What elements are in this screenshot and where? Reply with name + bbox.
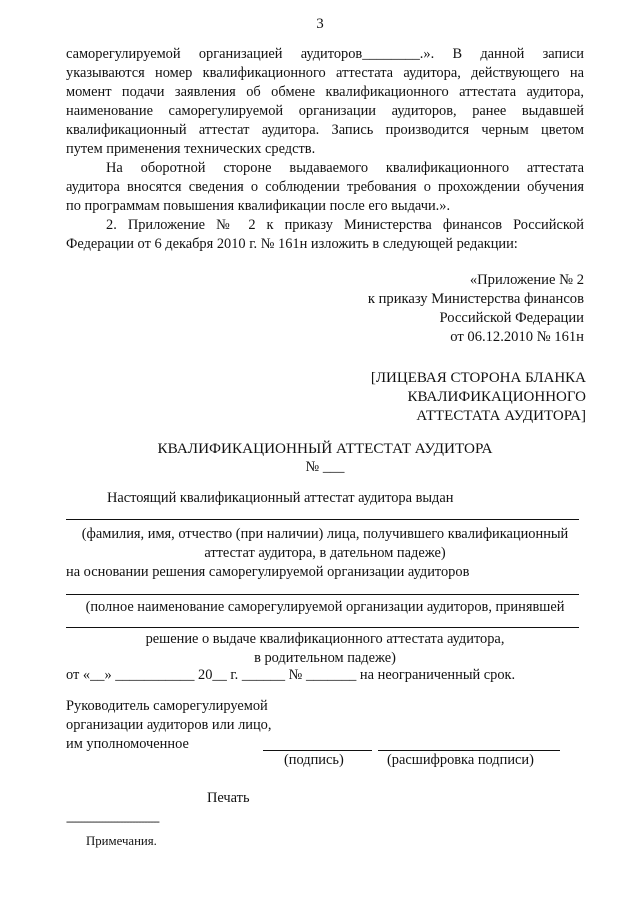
org-fill-line [66,594,579,595]
org-hint: в родительном падеже) [254,650,396,666]
page-number: 3 [316,16,324,32]
appendix-line: к приказу Министерства финансов [367,291,584,307]
form-side-label [371,369,586,426]
name-hint: (фамилия, имя, отчество (при наличии) лица, получившего квалификационный [81,526,569,542]
text-line: путем применения технических средств. [66,141,316,157]
appendix-line: от 06.12.2010 № 161н [450,329,584,345]
text-line: саморегулируемой организацией аудиторов________.». В данной записи [66,46,584,62]
head-signature-block [66,697,271,754]
basis-label: на основании решения саморегулируемой организации аудиторов [66,564,470,580]
form-side-line: КВАЛИФИКАЦИОННОГО [407,389,586,405]
text-line: по программам повышения квалификации после его выдачи.». [66,198,451,214]
name-hint: аттестат аудитора, в дательном падеже) [204,545,446,561]
decoding-label: (расшифровка подписи) [387,752,534,768]
form-side-line: АТТЕСТАТА АУДИТОРА] [416,408,586,424]
head-line: организации аудиторов или лицо, [66,717,272,733]
notes-label: Примечания. [86,834,157,848]
form-side-line: [ЛИЦЕВАЯ СТОРОНА БЛАНКА [370,370,586,386]
text-line: На оборотной стороне выдаваемого квалификационного аттестата [106,160,584,176]
text-line: момент подачи заявления об обмене квалификационного аттестата аудитора, [66,84,584,100]
signature-line [263,750,372,751]
text-line: аудитора вносятся сведения о соблюдении требования о прохождении обучения [66,179,584,195]
org-hint: (полное наименование саморегулируемой организации аудиторов, принявшей [85,599,565,615]
issued-to-label: Настоящий квалификационный аттестат аудитора выдан [107,490,454,506]
paragraph-reverse-side [66,159,584,216]
paragraph-record-details [66,45,584,159]
decoding-line [378,750,560,751]
head-line: им уполномоченное [66,736,189,752]
appendix-line: Российской Федерации [439,310,584,326]
org-fill-line [66,627,579,628]
form-title: КВАЛИФИКАЦИОННЫЙ АТТЕСТАТ АУДИТОРА [157,440,493,457]
text-line: 2. Приложение № 2 к приказу Министерства финансов Российской [106,217,584,233]
head-line: Руководитель саморегулируемой [66,698,268,714]
footnote-rule: ------------------------------- [66,814,159,828]
org-hint: решение о выдаче квалификационного аттестата аудитора, [145,631,505,647]
text-line: указываются номер квалификационного аттестата аудитора, действующего на [66,65,584,81]
paragraph-appendix-change [66,216,584,254]
appendix-line: «Приложение № 2 [469,272,584,288]
signature-label: (подпись) [284,752,344,768]
text-line: Федерации от 6 декабря 2010 г. № 161н изложить в следующей редакции: [66,236,518,252]
text-line: квалификационный аттестат аудитора. Запись производится черным цветом [66,122,584,138]
seal-label: Печать [207,790,250,806]
certificate-number: № ___ [305,459,345,475]
text-line: наименование саморегулируемой организации аудиторов, ранее выдавшей [66,103,584,119]
name-fill-line [66,519,579,520]
appendix-header [368,271,584,347]
decision-date-line: от «__» ___________ 20__ г. ______ № _______ на неограниченный срок. [66,667,516,683]
